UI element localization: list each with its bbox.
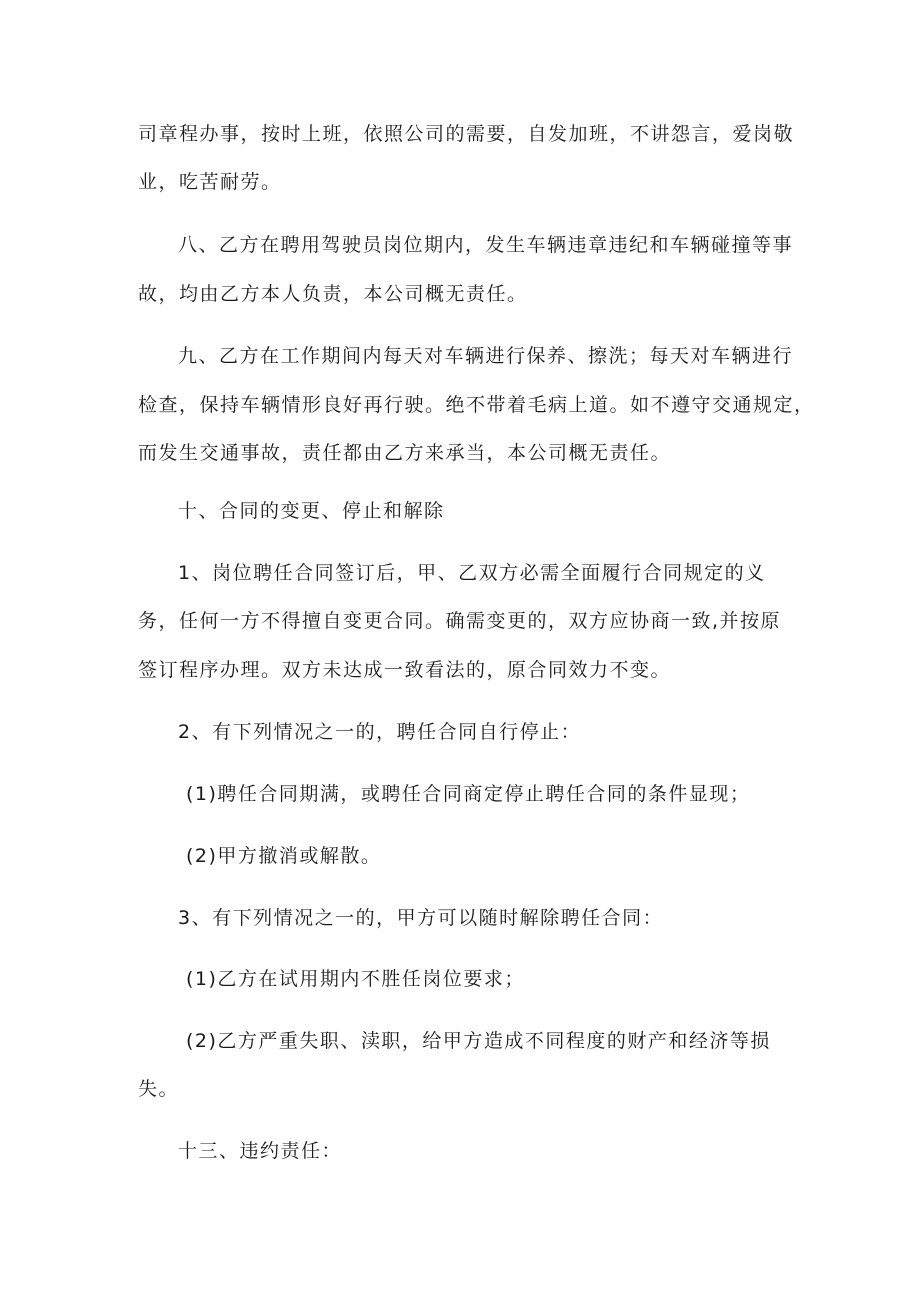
subitem-line: (2)甲方撤消或解散。 — [186, 845, 382, 867]
item-1-line: 务，任何一方不得擅自变更合同。确需变更的，双方应协商一致,并按原 — [138, 610, 782, 632]
subitem-line: (1)聘任合同期满，或聘任合同商定停止聘任合同的条件显现； — [186, 783, 751, 805]
subitem-line: 失。 — [138, 1078, 180, 1100]
clause-9-line: 检查，保持车辆情形良好再行驶。绝不带着毛病上道。如不遵守交通规定， — [138, 394, 815, 416]
section-heading: 十、合同的变更、停止和解除 — [178, 500, 445, 522]
item-3-line: 3、有下列情况之一的，甲方可以随时解除聘任合同： — [178, 907, 664, 929]
subitem-line: (2)乙方严重失职、渎职，给甲方造成不同程度的财产和经济等损 — [186, 1030, 771, 1052]
clause-9-line: 而发生交通事故，责任都由乙方来承当，本公司概无责任。 — [138, 442, 672, 464]
clause-8-line: 故，均由乙方本人负责，本公司概无责任。 — [138, 283, 528, 305]
clause-8-line: 八、乙方在聘用驾驶员岗位期内，发生车辆违章违纪和车辆碰撞等事 — [178, 234, 794, 256]
paragraph-line: 业，吃苦耐劳。 — [138, 171, 282, 193]
item-2-line: 2、有下列情况之一的，聘任合同自行停止： — [178, 721, 582, 743]
clause-9-line: 九、乙方在工作期间内每天对车辆进行保养、擦洗；每天对车辆进行 — [178, 345, 794, 367]
paragraph-line: 司章程办事，按时上班，依照公司的需要，自发加班，不讲怨言，爱岗敬 — [138, 123, 795, 145]
item-1-line: 签订程序办理。双方未达成一致看法的，原合同效力不变。 — [138, 659, 672, 681]
section-heading: 十三、违约责任： — [178, 1140, 343, 1162]
item-1-line: 1、岗位聘任合同签订后，甲、乙双方必需全面履行合同规定的义 — [178, 562, 766, 584]
subitem-line: (1)乙方在试用期内不胜任岗位要求； — [186, 968, 525, 990]
